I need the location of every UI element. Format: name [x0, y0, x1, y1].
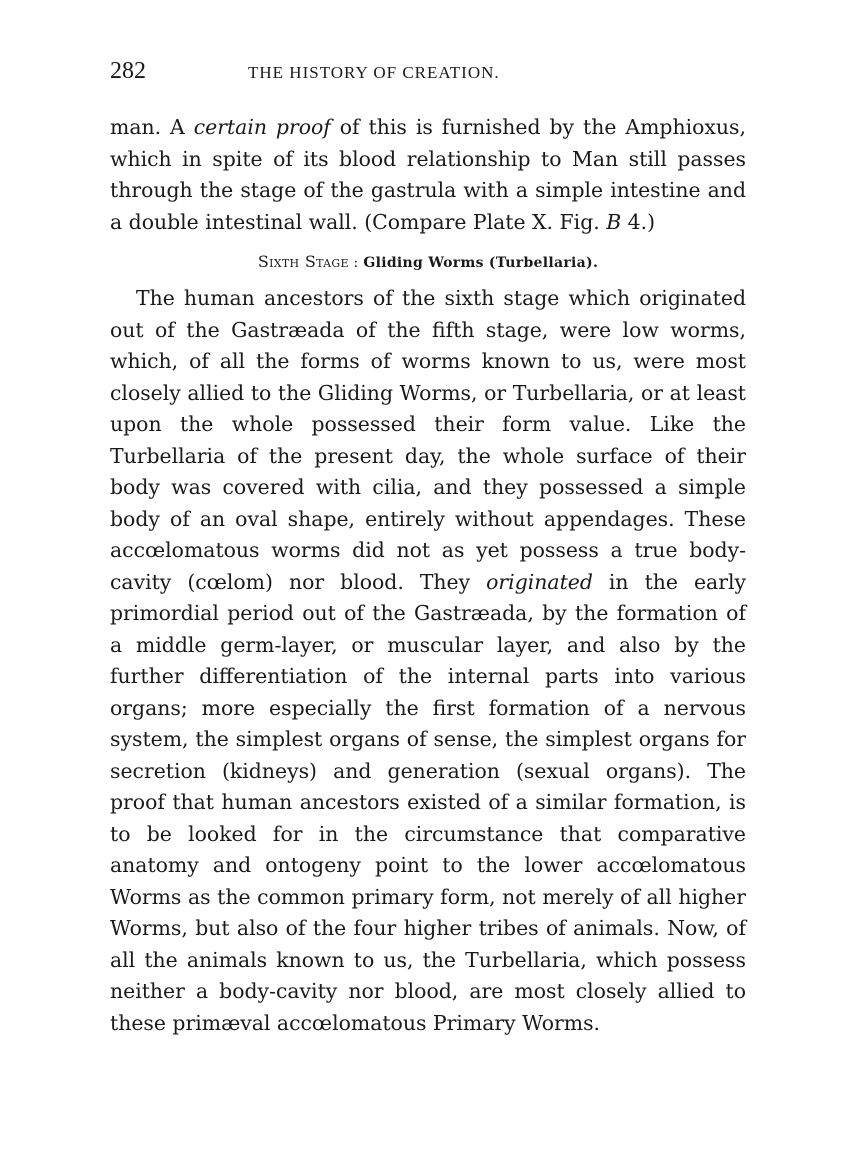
section-separator: :	[348, 255, 364, 271]
section-stage-label: Sixth Stage	[257, 252, 349, 271]
paragraph-continued	[110, 112, 746, 238]
section-title: Gliding Worms (Turbellaria).	[363, 255, 599, 271]
page-number: 282	[110, 58, 146, 84]
page-header	[110, 58, 746, 94]
running-head: THE HISTORY OF CREATION.	[248, 63, 500, 82]
paragraph-1-italic-1: certain proof	[193, 115, 331, 139]
book-page	[110, 58, 746, 1039]
paragraph-1-italic-2: B	[606, 209, 622, 234]
section-heading	[110, 252, 746, 271]
paragraph-1-text-3: 4.)	[621, 209, 656, 234]
paragraph-1-text-1: man. A	[110, 115, 194, 139]
paragraph-2-text-1: The human ancestors of the sixth stage which originated out of the Gastræada of the fifth stage, were low worms, which, of all the forms of worms known to us, were most closely allied to the Gliding Worms, or Turbellaria, or at least upon the whole possessed their form value. Like the Turbellaria of the present day, the whole surface of their body was covered with cilia, and they possessed a simple body of an oval shape, entirely without appendages. These accœlomatous worms did not as yet possess a true body-cavity (cœlom) nor blood. They	[110, 286, 746, 594]
paragraph-2-italic-1: originated	[486, 569, 593, 594]
paragraph-2-text-2: in the early primordial period out of the Gastræada, by the formation of a middle germ-layer, or muscular layer, and also by the further differentiation of the internal parts into various organs; more especially the first formation of a nervous system, the simplest organs of sense, the simplest organs for secretion (kidneys) and generation (sexual organs). The proof that human ancestors existed of a similar formation, is to be looked for in the circumstance that comparative anatomy and ontogeny point to the lower accœlomatous Worms as the common primary form, not merely of all higher Worms, but also of the four higher tribes of animals. Now, of all the animals known to us, the Turbellaria, which possess neither a body-cavity nor blood, are most closely allied to these primæval accœlomatous Primary Worms.	[110, 569, 746, 1035]
paragraph-sixth-stage	[110, 283, 746, 1039]
paragraph-1-text-2: of this is furnished by the Amphioxus, which in spite of its blood relationship to Man still passes through the stage of the gastrula with a simple intestine and a double intestinal wall. (Compare Plate X. Fig.	[110, 115, 746, 234]
